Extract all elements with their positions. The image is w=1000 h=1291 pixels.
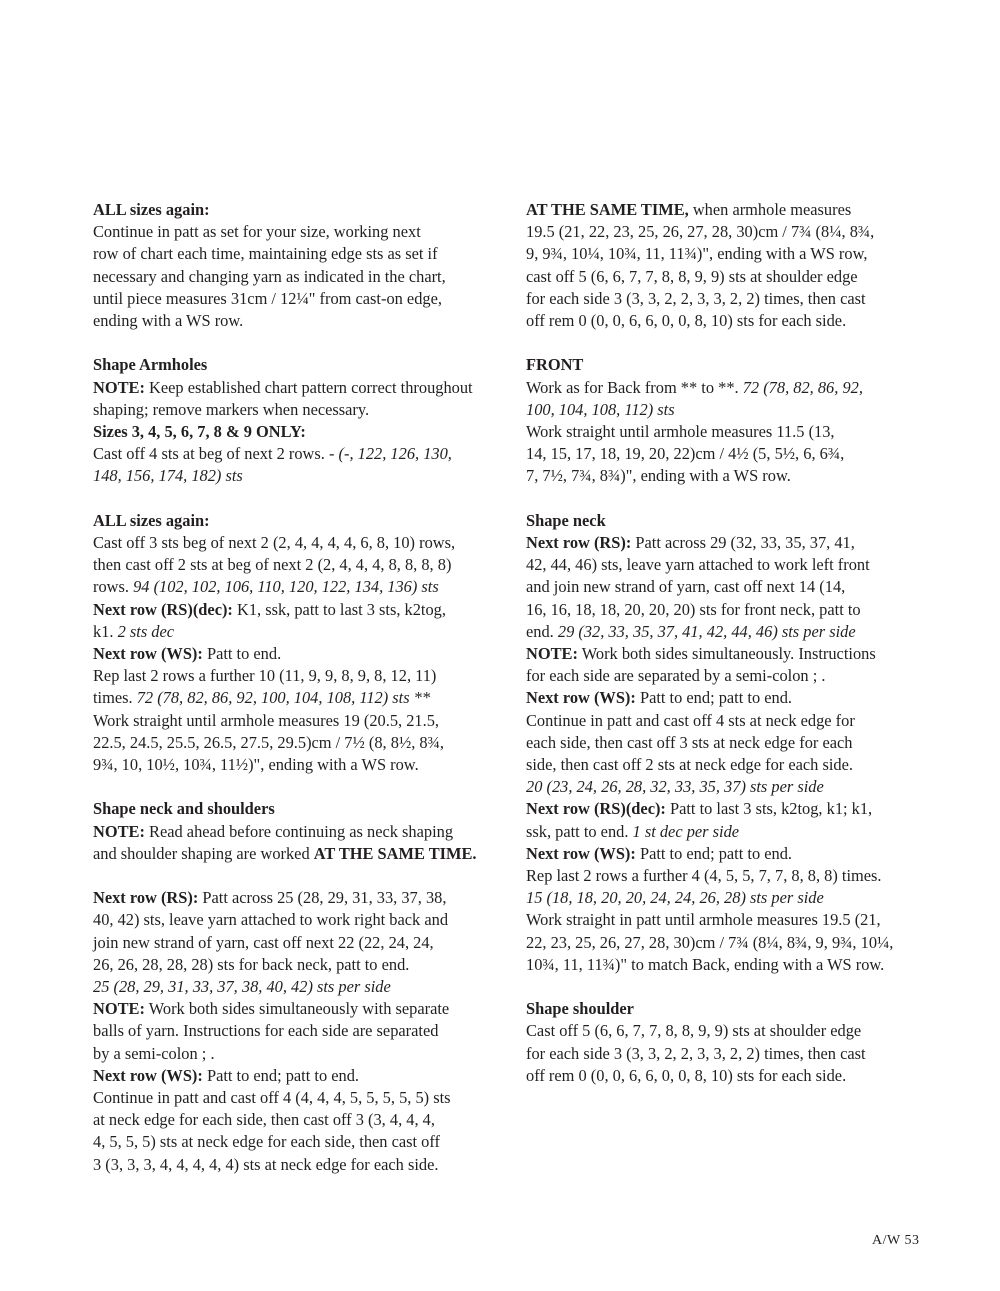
text-run: for each side 3 (3, 3, 2, 2, 3, 3, 2, 2) times, then cast	[526, 288, 866, 308]
text-run: Continue in patt as set for your size, working next	[93, 222, 421, 242]
text-run: shaping; remove markers when necessary.	[93, 399, 370, 419]
bold-run: Next row (WS):	[93, 644, 203, 664]
bold-run: NOTE:	[93, 377, 145, 397]
text-run: side, then cast off 2 sts at neck edge for each side.	[526, 755, 853, 775]
text-line	[93, 377, 498, 399]
text-line	[93, 710, 498, 732]
text-line	[93, 798, 498, 820]
text-run: 26, 26, 28, 28, 28) sts for back neck, patt to end.	[93, 954, 410, 974]
text-line	[526, 354, 936, 376]
italic-run: 1 st dec per side	[632, 821, 740, 841]
text-run: off rem 0 (0, 0, 6, 6, 0, 0, 8, 10) sts for each side.	[526, 1065, 847, 1085]
bold-run: AT THE SAME TIME.	[313, 843, 477, 863]
text-line	[526, 465, 936, 487]
text-run: and shoulder shaping are worked	[93, 843, 314, 863]
text-run: then cast off 2 sts at beg of next 2 (2, 4, 4, 4, 8, 8, 8, 8)	[93, 555, 452, 575]
text-run: row of chart each time, maintaining edge sts as set if	[93, 244, 438, 264]
text-line	[526, 377, 936, 399]
italic-run: 100, 104, 108, 112) sts	[526, 399, 675, 419]
paragraph-gap	[526, 976, 936, 998]
bold-run: Next row (RS)(dec):	[93, 599, 233, 619]
bold-run: Shape shoulder	[526, 999, 634, 1019]
text-run: and join new strand of yarn, cast off next 14 (14,	[526, 577, 846, 597]
text-line	[526, 821, 936, 843]
bold-run: Next row (WS):	[526, 688, 636, 708]
text-line	[93, 843, 498, 865]
paragraph-gap	[526, 488, 936, 510]
text-run: Patt across 25 (28, 29, 31, 33, 37, 38,	[198, 888, 447, 908]
text-run: Work both sides simultaneously. Instructions	[577, 644, 876, 664]
text-line	[93, 1087, 498, 1109]
text-line	[526, 310, 936, 332]
text-run: cast off 5 (6, 6, 7, 7, 8, 8, 9, 9) sts at shoulder edge	[526, 266, 858, 286]
text-line	[93, 310, 498, 332]
bold-run: ALL sizes again:	[93, 200, 210, 219]
text-line	[93, 932, 498, 954]
text-run: Patt to end.	[202, 644, 282, 664]
text-run: 3 (3, 3, 3, 4, 4, 4, 4, 4) sts at neck edge for each side.	[93, 1154, 439, 1174]
text-line	[93, 443, 498, 465]
text-run: 22, 23, 25, 26, 27, 28, 30)cm / 7¾ (8¼, 8¾, 9, 9¾, 10¼,	[526, 932, 894, 952]
text-run: off rem 0 (0, 0, 6, 6, 0, 0, 8, 10) sts for each side.	[526, 311, 847, 331]
text-line	[93, 199, 498, 221]
italic-run: 2 sts dec	[117, 621, 175, 641]
text-line	[526, 1043, 936, 1065]
text-run: 14, 15, 17, 18, 19, 20, 22)cm / 4½ (5, 5½, 6, 6¾,	[526, 444, 845, 464]
text-run: Continue in patt and cast off 4 sts at neck edge for	[526, 710, 855, 730]
text-line	[93, 354, 498, 376]
text-line	[93, 288, 498, 310]
bold-run: ALL sizes again:	[93, 510, 210, 530]
text-run: by a semi-colon ; .	[93, 1043, 215, 1063]
bold-run: Next row (RS):	[93, 888, 199, 908]
text-run: necessary and changing yarn as indicated in the chart,	[93, 266, 446, 286]
text-line	[526, 288, 936, 310]
bold-run: Next row (WS):	[93, 1065, 203, 1085]
italic-run: 25 (28, 29, 31, 33, 37, 38, 40, 42) sts per side	[93, 977, 391, 997]
text-run: 10¾, 11, 11¾)" to match Back, ending with a WS row.	[526, 954, 885, 974]
text-run: ssk, patt to end.	[526, 821, 633, 841]
text-run: 22.5, 24.5, 25.5, 26.5, 27.5, 29.5)cm / 7½ (8, 8½, 8¾,	[93, 732, 445, 752]
text-run: Patt to end; patt to end.	[635, 688, 793, 708]
text-line	[526, 687, 936, 709]
text-line	[526, 221, 936, 243]
text-run: 9¾, 10, 10½, 10¾, 11½)", ending with a WS row.	[93, 755, 419, 775]
italic-run: 148, 156, 174, 182) sts	[93, 466, 243, 486]
text-run: Patt to end; patt to end.	[635, 843, 793, 863]
text-run: Cast off 3 sts beg of next 2 (2, 4, 4, 4, 4, 6, 8, 10) rows,	[93, 533, 456, 553]
text-line	[526, 710, 936, 732]
text-run: at neck edge for each side, then cast off 3 (3, 4, 4, 4,	[93, 1110, 435, 1130]
bold-run: NOTE:	[93, 999, 145, 1019]
text-line	[526, 909, 936, 931]
text-line	[93, 421, 498, 443]
bold-run: Next row (RS):	[526, 533, 632, 553]
text-run: when armhole measures	[688, 200, 852, 219]
text-run: 4, 5, 5, 5) sts at neck edge for each side, then cast off	[93, 1132, 440, 1152]
left-column	[93, 199, 498, 1176]
bold-run: AT THE SAME TIME,	[526, 200, 689, 219]
text-line	[526, 954, 936, 976]
text-line	[93, 621, 498, 643]
bold-run: Shape Armholes	[93, 355, 208, 375]
text-run: Patt to end; patt to end.	[202, 1065, 360, 1085]
bold-run: Shape neck	[526, 510, 606, 530]
text-line	[93, 643, 498, 665]
paragraph-gap	[93, 488, 498, 510]
text-line	[93, 998, 498, 1020]
text-run: join new strand of yarn, cast off next 22 (22, 24, 24,	[93, 932, 434, 952]
text-run: rows.	[93, 577, 134, 597]
text-line	[526, 1065, 936, 1087]
text-run: 7, 7½, 7¾, 8¾)", ending with a WS row.	[526, 466, 791, 486]
text-run: Continue in patt and cast off 4 (4, 4, 4, 5, 5, 5, 5, 5) sts	[93, 1088, 451, 1108]
text-line	[93, 399, 498, 421]
text-line	[93, 221, 498, 243]
text-run: Patt to last 3 sts, k2tog, k1; k1,	[665, 799, 873, 819]
text-line	[526, 443, 936, 465]
text-run: until piece measures 31cm / 12¼" from cast-on edge,	[93, 288, 442, 308]
text-line	[93, 821, 498, 843]
text-run: Keep established chart pattern correct throughout	[144, 377, 473, 397]
text-line	[526, 199, 936, 221]
bold-run: Next row (RS)(dec):	[526, 799, 666, 819]
text-line	[93, 1131, 498, 1153]
text-line	[93, 954, 498, 976]
text-run: each side, then cast off 3 sts at neck edge for each	[526, 732, 853, 752]
text-line	[526, 421, 936, 443]
text-line	[93, 465, 498, 487]
text-run: Cast off 4 sts at beg of next 2 rows. -	[93, 444, 339, 464]
text-line	[526, 532, 936, 554]
text-run: times.	[93, 688, 137, 708]
italic-run: 15 (18, 18, 20, 20, 24, 24, 26, 28) sts per side	[526, 888, 824, 908]
italic-run: 29 (32, 33, 35, 37, 41, 42, 44, 46) sts per side	[557, 621, 856, 641]
text-line	[93, 887, 498, 909]
text-line	[93, 1154, 498, 1176]
text-line	[93, 1065, 498, 1087]
text-run: Work as for Back from ** to **.	[526, 377, 743, 397]
text-line	[526, 776, 936, 798]
text-run: Cast off 5 (6, 6, 7, 7, 8, 8, 9, 9) sts at shoulder edge	[526, 1021, 862, 1041]
text-line	[93, 687, 498, 709]
text-line	[526, 932, 936, 954]
text-run: Rep last 2 rows a further 4 (4, 5, 5, 7, 7, 8, 8, 8) times.	[526, 866, 882, 886]
text-line	[526, 599, 936, 621]
italic-run: (-, 122, 126, 130,	[338, 444, 452, 464]
text-line	[93, 554, 498, 576]
text-line	[526, 998, 936, 1020]
text-run: Work both sides simultaneously with separate	[144, 999, 450, 1019]
page-number: A/W 53	[872, 1233, 920, 1248]
text-line	[93, 665, 498, 687]
text-line	[526, 1020, 936, 1042]
text-line	[526, 843, 936, 865]
text-line	[526, 243, 936, 265]
text-line	[526, 510, 936, 532]
text-line	[93, 532, 498, 554]
text-line	[526, 865, 936, 887]
text-line	[93, 909, 498, 931]
text-line	[93, 1109, 498, 1131]
text-run: for each side 3 (3, 3, 2, 2, 3, 3, 2, 2) times, then cast	[526, 1043, 866, 1063]
bold-run: NOTE:	[526, 644, 578, 664]
text-line	[526, 665, 936, 687]
paragraph-gap	[526, 332, 936, 354]
text-run: Rep last 2 rows a further 10 (11, 9, 9, 8, 9, 8, 12, 11)	[93, 666, 437, 686]
text-run: Work straight until armhole measures 19 (20.5, 21.5,	[93, 710, 440, 730]
italic-run: 72 (78, 82, 86, 92,	[742, 377, 863, 397]
italic-run: 72 (78, 82, 86, 92, 100, 104, 108, 112) sts **	[136, 688, 431, 708]
text-run: k1.	[93, 621, 118, 641]
paragraph-gap	[93, 776, 498, 798]
bold-run: FRONT	[526, 355, 584, 375]
text-line	[526, 887, 936, 909]
text-run: Work straight in patt until armhole measures 19.5 (21,	[526, 910, 881, 930]
bold-run: Sizes 3, 4, 5, 6, 7, 8 & 9 ONLY:	[93, 422, 306, 442]
text-line	[526, 643, 936, 665]
bold-run: Next row (WS):	[526, 843, 636, 863]
text-run: end.	[526, 621, 558, 641]
italic-run: 20 (23, 24, 26, 28, 32, 33, 35, 37) sts per side	[526, 777, 824, 797]
text-line	[93, 732, 498, 754]
italic-run: 94 (102, 102, 106, 110, 120, 122, 134, 136) sts	[133, 577, 439, 597]
paragraph-gap	[93, 332, 498, 354]
text-line	[526, 798, 936, 820]
paragraph-gap	[93, 865, 498, 887]
text-run: for each side are separated by a semi-colon ; .	[526, 666, 826, 686]
text-line	[526, 399, 936, 421]
right-column	[526, 199, 936, 1087]
bold-run: NOTE:	[93, 821, 145, 841]
text-run: 40, 42) sts, leave yarn attached to work right back and	[93, 910, 449, 930]
text-line	[526, 266, 936, 288]
text-run: 16, 16, 18, 18, 20, 20, 20) sts for front neck, patt to	[526, 599, 861, 619]
text-run: balls of yarn. Instructions for each side are separated	[93, 1021, 439, 1041]
text-line	[93, 576, 498, 598]
text-line	[526, 554, 936, 576]
text-run: K1, ssk, patt to last 3 sts, k2tog,	[232, 599, 446, 619]
text-run: Work straight until armhole measures 11.5 (13,	[526, 422, 835, 442]
text-line	[93, 599, 498, 621]
text-line	[93, 754, 498, 776]
text-run: Read ahead before continuing as neck shaping	[144, 821, 454, 841]
text-line	[93, 1043, 498, 1065]
text-run: Patt across 29 (32, 33, 35, 37, 41,	[631, 533, 855, 553]
text-line	[526, 732, 936, 754]
text-line	[93, 266, 498, 288]
text-line	[93, 1020, 498, 1042]
text-line	[526, 621, 936, 643]
bold-run: Shape neck and shoulders	[93, 799, 275, 819]
text-run: 9, 9¾, 10¼, 10¾, 11, 11¾)", ending with a WS row,	[526, 244, 868, 264]
text-line	[93, 510, 498, 532]
text-run: ending with a WS row.	[93, 311, 244, 331]
text-run: 42, 44, 46) sts, leave yarn attached to work left front	[526, 555, 870, 575]
text-line	[93, 243, 498, 265]
text-line	[526, 576, 936, 598]
text-line	[93, 976, 498, 998]
text-run: 19.5 (21, 22, 23, 25, 26, 27, 28, 30)cm / 7¾ (8¼, 8¾,	[526, 222, 875, 242]
text-line	[526, 754, 936, 776]
